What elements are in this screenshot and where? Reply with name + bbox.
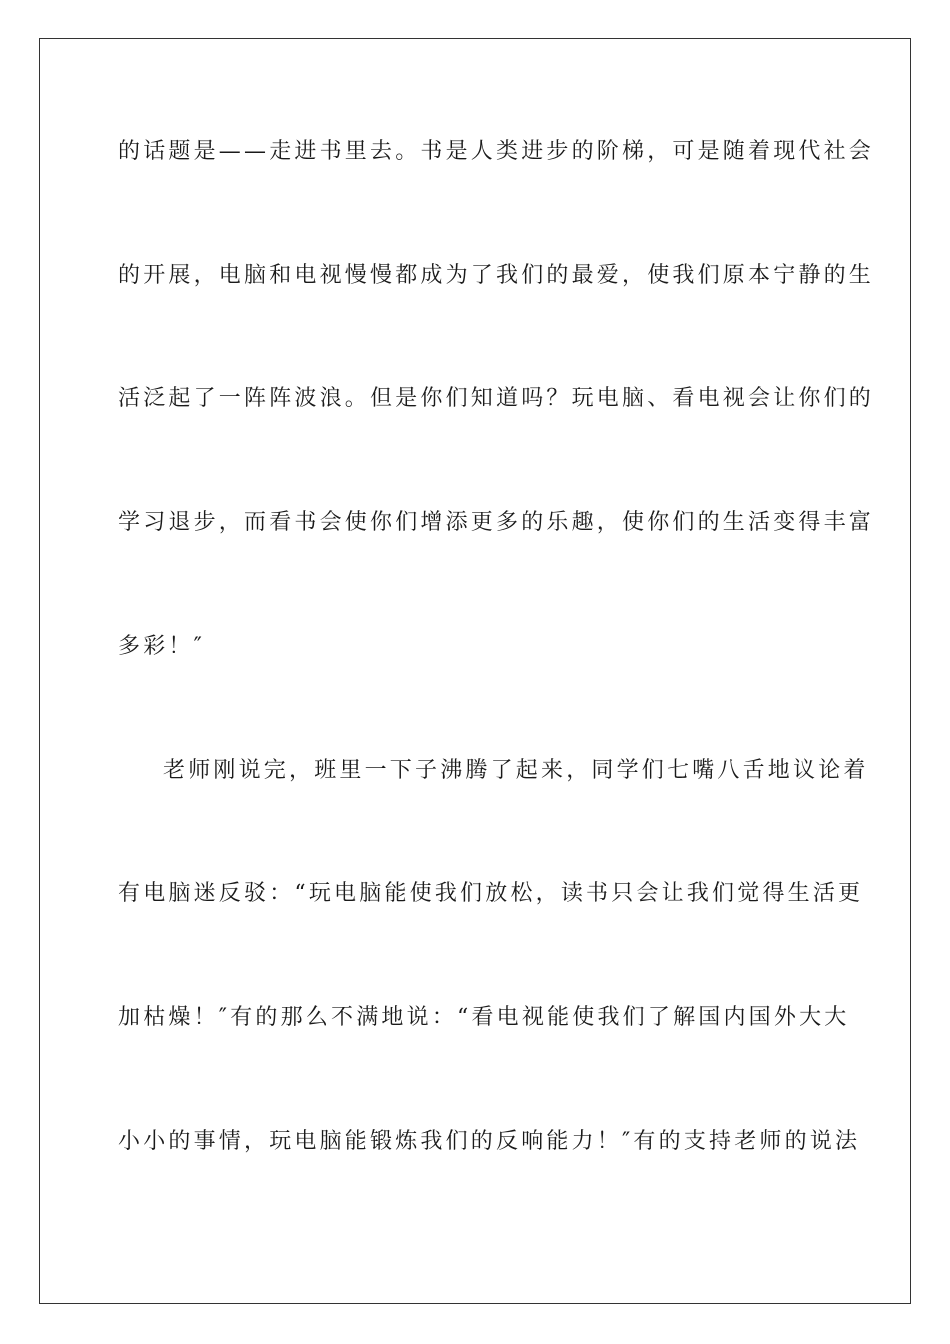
text-line-8: 加枯燥！″有的那么不满地说：“看电视能使我们了解国内国外大大 xyxy=(118,1005,850,1030)
text-line-1: 的话题是——走进书里去。书是人类进步的阶梯，可是随着现代社会 xyxy=(118,139,875,164)
text-line-9: 小小的事情，玩电脑能锻炼我们的反响能力！″有的支持老师的说法 xyxy=(118,1129,861,1154)
paragraph-start-line: 老师刚说完，班里一下子沸腾了起来，同学们七嘴八舌地议论着 xyxy=(163,758,869,783)
text-line-4: 学习退步，而看书会使你们增添更多的乐趣，使你们的生活变得丰富 xyxy=(118,510,875,535)
text-line-7: 有电脑迷反驳：“玩电脑能使我们放松，读书只会让我们觉得生活更 xyxy=(118,881,864,906)
text-line-2: 的开展，电脑和电视慢慢都成为了我们的最爱，使我们原本宁静的生 xyxy=(118,263,875,288)
text-line-5: 多彩！″ xyxy=(118,634,206,659)
text-line-3: 活泛起了一阵阵波浪。但是你们知道吗？玩电脑、看电视会让你们的 xyxy=(118,386,875,411)
page-border xyxy=(39,38,911,1304)
